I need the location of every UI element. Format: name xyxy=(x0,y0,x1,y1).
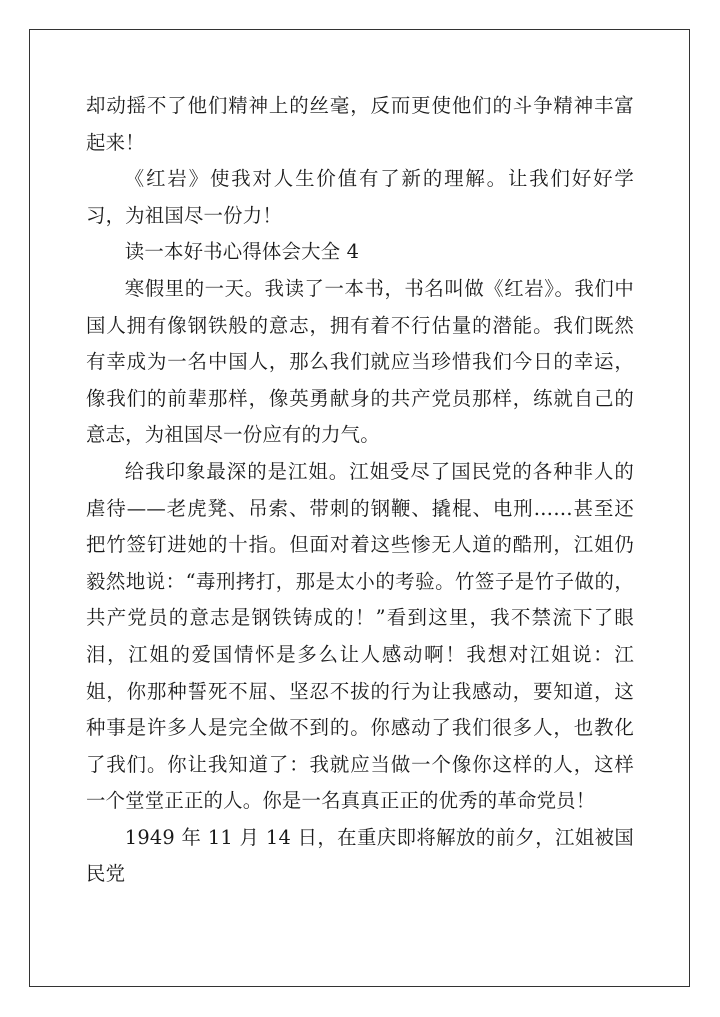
document-body xyxy=(86,88,634,893)
section-heading: 读一本好书心得体会大全 4 xyxy=(124,240,360,264)
paragraph-continuation: 却动摇不了他们精神上的丝毫，反而更使他们的斗争精神丰富起来！ xyxy=(86,94,634,154)
paragraph-red-rock-understanding: 《红岩》使我对人生价值有了新的理解。让我们好好学习，为祖国尽一份力！ xyxy=(86,167,634,227)
paragraph-sister-jiang: 给我印象最深的是江姐。江姐受尽了国民党的各种非人的虐待——老虎凳、吊索、带刺的钢鞭、撬棍、电刑……甚至还把竹签钉进她的十指。但面对着这些惨无人道的酷刑，江姐仍毅然地说：“毒刑拷打，那是太小的考验。竹签子是竹子做的，共产党员的意志是钢铁铸成的！”看到这里，我不禁流下了眼泪，江姐的爱国情怀是多么让人感动啊！我想对江姐说：江姐，你那种誓死不屈、坚忍不拔的行为让我感动，要知道，这种事是许多人是完全做不到的。你感动了我们很多人，也教化了我们。你让我知道了：我就应当做一个像你这样的人，这样一个堂堂正正的人。你是一名真真正正的优秀的革命党员！ xyxy=(86,459,634,813)
paragraph-winter-reading: 寒假里的一天。我读了一本书，书名叫做《红岩》。我们中国人拥有像钢铁般的意志，拥有着不行估量的潜能。我们既然有幸成为一名中国人，那么我们就应当珍惜我们今日的幸运，像我们的前辈那样，像英勇献身的共产党员那样，练就自己的意志，为祖国尽一份应有的力气。 xyxy=(86,276,634,447)
paragraph-1949: 1949 年 11 月 14 日，在重庆即将解放的前夕，江姐被国民党 xyxy=(86,825,634,886)
